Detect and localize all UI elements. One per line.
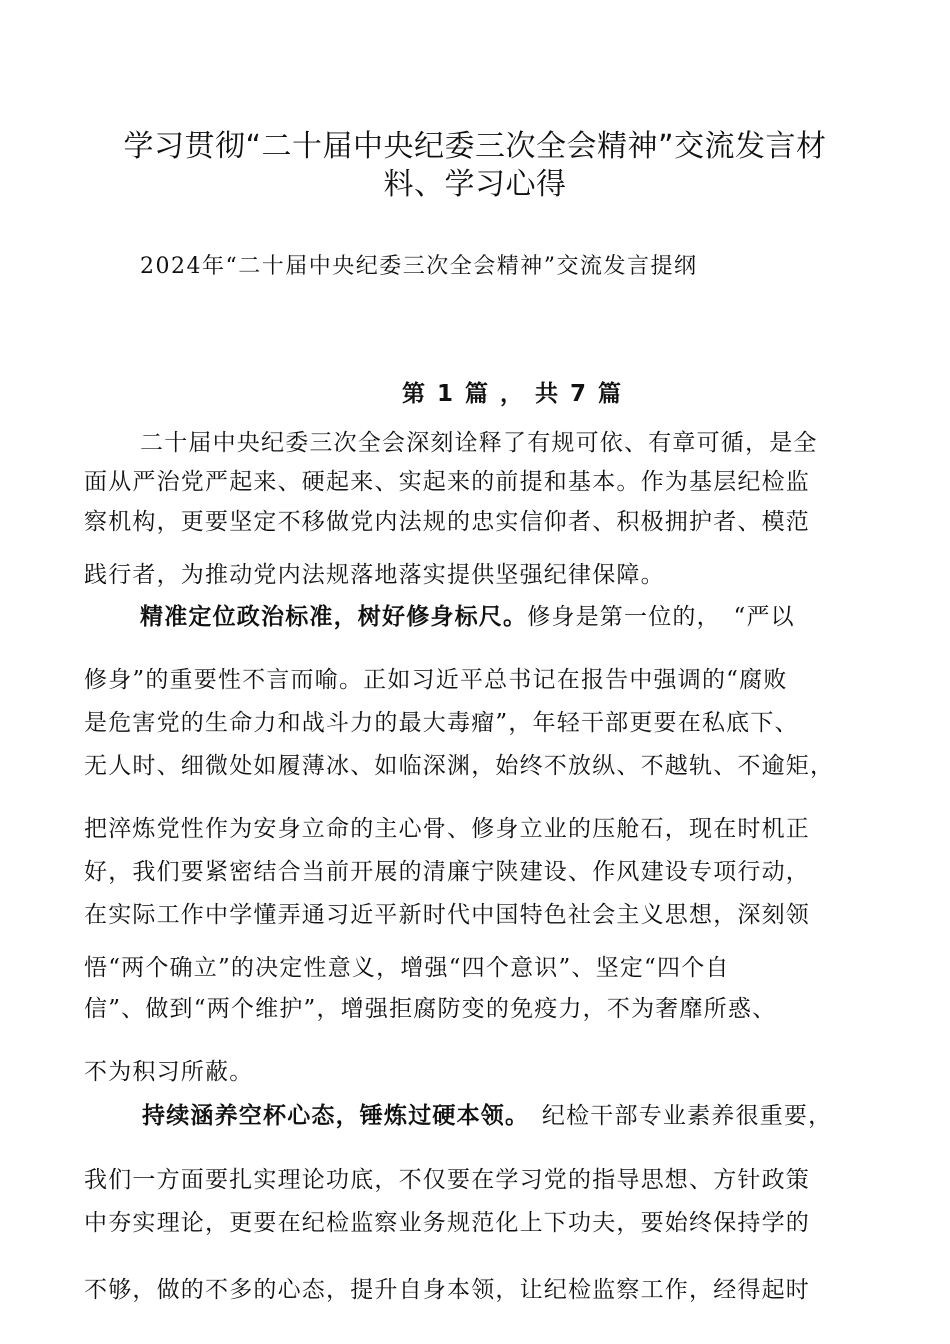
title-line-1: 学习贯彻“二十届中央纪委三次全会精神”交流发言材 (123, 129, 827, 164)
paragraph-line: 信”、做到“两个维护”，增强拒腐防变的免疫力，不为奢靡所惑、 (84, 996, 777, 1022)
paragraph-line: 无人时、细微处如履薄冰、如临深渊，始终不放纵、不越轨、不逾矩， (84, 753, 835, 779)
paragraph-line: 不够，做的不多的心态，提升自身本领，让纪检监察工作，经得起时 (84, 1277, 810, 1303)
paragraph-line: 察机构，更要坚定不移做党内法规的忠实信仰者、积极拥护者、模范 (84, 509, 810, 535)
paragraph-line: 把淬炼党性作为安身立命的主心骨、修身立业的压舱石，现在时机正 (84, 816, 810, 842)
paragraph-lead-rest: 修身是第一位的， “严以 (527, 604, 795, 630)
paragraph-lead-line (140, 601, 795, 633)
paragraph-line: 好，我们要紧密结合当前开展的清廉宁陕建设、作风建设专项行动， (84, 859, 810, 885)
paragraph-lead-rest: 纪检干部专业素养很重要， (517, 1103, 833, 1129)
paragraph-line: 不为积习所蔽。 (84, 1059, 254, 1085)
title-line-2: 料、学习心得 (383, 167, 567, 202)
paragraph-line: 修身”的重要性不言而喻。正如习近平总书记在报告中强调的“腐败 (84, 667, 788, 693)
paragraph-line: 践行者，为推动党内法规落地落实提供坚强纪律保障。 (84, 562, 665, 588)
paragraph-line: 是危害党的生命力和战斗力的最大毒瘤”，年轻干部更要在私底下、 (84, 710, 799, 736)
document-subtitle: 2024年“二十届中央纪委三次全会精神”交流发言提纲 (140, 254, 698, 279)
section-header: 第 1 篇 ， 共 7 篇 (402, 381, 624, 407)
paragraph-line: 二十届中央纪委三次全会深刻诠释了有规可依、有章可循，是全 (140, 430, 818, 456)
paragraph-lead-line (142, 1100, 832, 1132)
paragraph-line: 在实际工作中学懂弄通习近平新时代中国特色社会主义思想，深刻领 (84, 902, 810, 928)
paragraph-line: 面从严治党严起来、硬起来、实起来的前提和基本。作为基层纪检监 (84, 469, 810, 495)
paragraph-lead: 持续涵养空杯心态，锤炼过硬本领。 (142, 1102, 518, 1129)
paragraph-line: 我们一方面要扎实理论功底，不仅要在学习党的指导思想、方针政策 (84, 1167, 810, 1193)
document-title (70, 128, 880, 204)
paragraph-line: 中夯实理论，更要在纪检监察业务规范化上下功夫，要始终保持学的 (84, 1210, 810, 1236)
paragraph-line: 悟“两个确立”的决定性意义，增强“四个意识”、坚定“四个自 (84, 955, 730, 981)
paragraph-lead: 精准定位政治标准，树好修身标尺。 (140, 603, 528, 630)
